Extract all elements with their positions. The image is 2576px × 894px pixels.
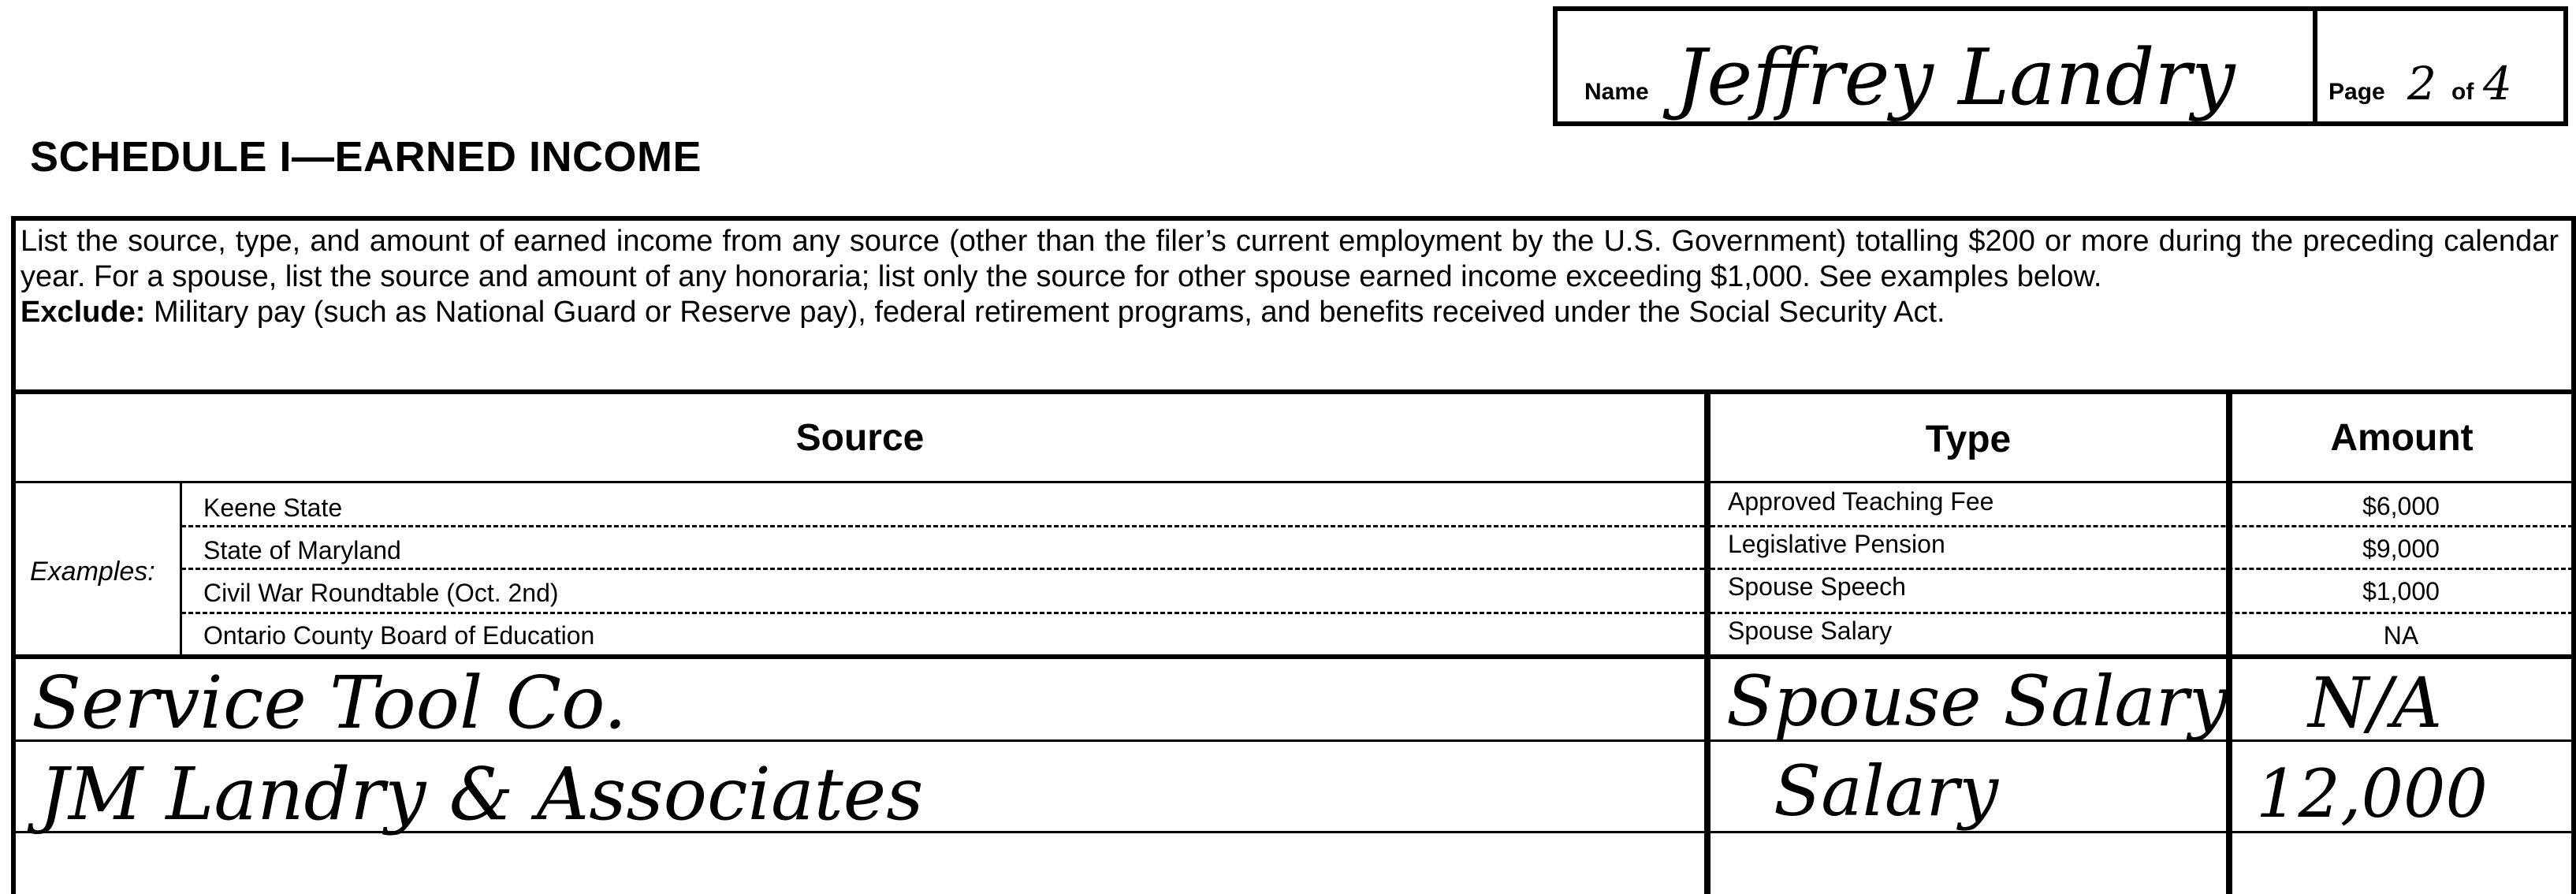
example-type: Spouse Salary — [1728, 616, 1893, 645]
entry-type[interactable]: Salary — [1774, 751, 1999, 832]
example-sep — [181, 525, 1704, 527]
example-sep — [1711, 525, 2573, 527]
exclude-text: Military pay (such as National Guard or Reserve pay), federal retirement programs, and benefits received under the Social Security Act. — [145, 296, 1945, 329]
page-cell — [2317, 11, 2563, 121]
example-source: Keene State — [203, 494, 343, 522]
exclude-label: Exclude: — [20, 296, 146, 329]
examples-bottom-rule — [11, 654, 2576, 659]
entry-source[interactable]: JM Landry & Associates — [39, 752, 924, 836]
header-bottom-rule — [11, 481, 2576, 483]
col-header-amount: Amount — [2330, 417, 2474, 459]
example-amount: $6,000 — [2362, 492, 2440, 520]
entry-amount[interactable]: 12,000 — [2256, 755, 2488, 833]
examples-label: Examples: — [30, 557, 155, 587]
example-type: Approved Teaching Fee — [1728, 487, 1994, 516]
exclude-line — [20, 295, 2559, 330]
example-sep — [1711, 568, 2573, 570]
example-source: Ontario County Board of Education — [203, 621, 595, 650]
page-number[interactable]: 2 — [2407, 57, 2436, 110]
example-amount: $9,000 — [2362, 535, 2440, 563]
entry-source[interactable]: Service Tool Co. — [32, 661, 627, 745]
example-amount: NA — [2383, 621, 2419, 650]
schedule-title: SCHEDULE I—EARNED INCOME — [30, 133, 702, 181]
name-cell — [1558, 11, 2317, 121]
example-type: Legislative Pension — [1728, 530, 1945, 558]
example-amount: $1,000 — [2362, 577, 2440, 605]
page-total[interactable]: 4 — [2483, 57, 2512, 110]
page-label: Page — [2328, 79, 2385, 105]
instructions — [20, 224, 2559, 330]
example-sep — [181, 568, 1704, 570]
entry-amount[interactable]: N/A — [2308, 662, 2443, 743]
col-header-type: Type — [1925, 419, 2012, 460]
example-source: State of Maryland — [203, 536, 401, 564]
example-sep — [181, 612, 1704, 614]
col-divider-type-amount — [2226, 389, 2232, 894]
name-label: Name — [1584, 79, 1649, 105]
header-box — [1553, 6, 2568, 126]
col-header-source: Source — [795, 417, 925, 459]
page-of-label: of — [2451, 79, 2474, 105]
header-top-rule — [11, 389, 2576, 394]
name-value[interactable]: Jeffrey Landry — [1676, 33, 2235, 123]
example-sep — [1711, 612, 2573, 614]
entry-type[interactable]: Spouse Salary — [1726, 661, 2228, 742]
instructions-text: List the source, type, and amount of earned income from any source (other than the filer’s current employment by the U.S. Government) totalling $200 or more during the preceding calendar year. For a spouse, list the source and amount of any honoraria; list only the source for other spouse earned income exceeding $1,000. See examples below. — [20, 225, 2559, 293]
example-source: Civil War Roundtable (Oct. 2nd) — [203, 579, 559, 607]
example-type: Spouse Speech — [1728, 572, 1906, 601]
col-divider-source-type — [1704, 389, 1711, 894]
